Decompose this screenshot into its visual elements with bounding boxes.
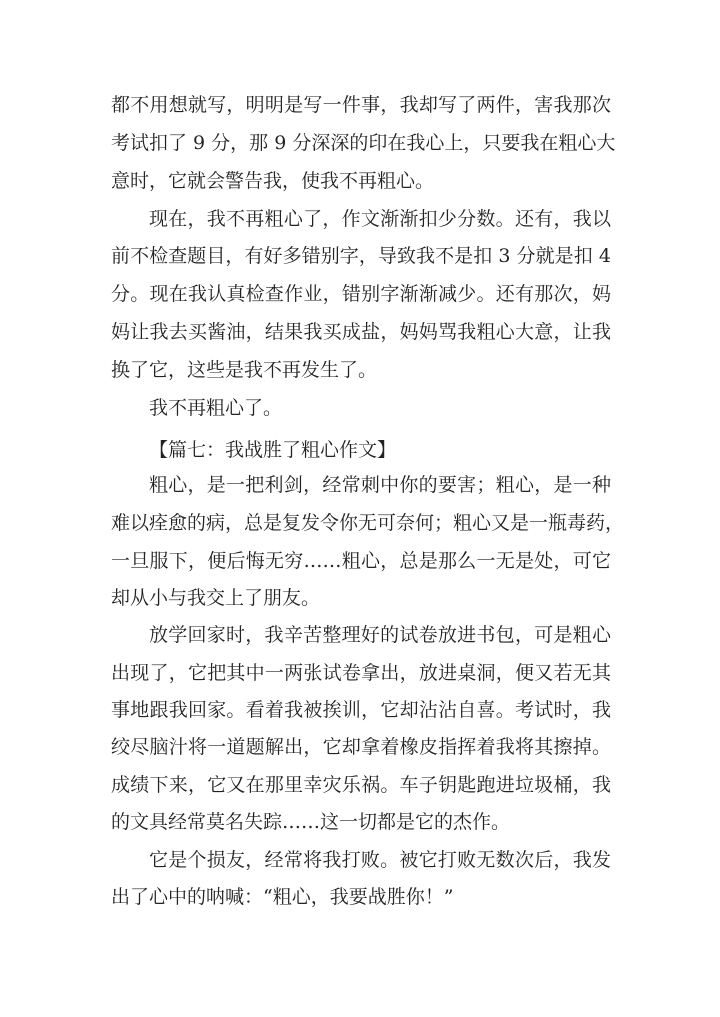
- text-line: 的文具经常莫名失踪……这一切都是它的杰作。: [111, 811, 511, 833]
- text-line: 绞尽脑汁将一道题解出，它却拿着橡皮指挥着我将其擦掉。: [111, 736, 611, 758]
- text-line: 妈让我去买酱油，结果我买成盐，妈妈骂我粗心大意，让我: [111, 321, 611, 343]
- text-line: 意时，它就会警告我，使我不再粗心。: [111, 170, 435, 192]
- text-line: 它是个损友，经常将我打败。被它打败无数次后，我发: [149, 849, 611, 871]
- text-line: 现在，我不再粗心了，作文渐渐扣少分数。还有，我以: [149, 208, 611, 230]
- text-line: 换了它，这些是我不再发生了。: [111, 359, 378, 381]
- text-line: 出了心中的呐喊：“粗心，我要战胜你！”: [111, 886, 454, 908]
- text-line: 粗心，是一把利剑，经常刺中你的要害；粗心，是一种: [149, 474, 611, 496]
- text-line: 放学回家时，我辛苦整理好的试卷放进书包，可是粗心: [149, 624, 611, 646]
- text-line: 分。现在我认真检查作业，错别字渐渐减少。还有那次，妈: [111, 283, 611, 305]
- text-line: 一旦服下，便后悔无穷……粗心，总是那么一无是处，可它: [111, 550, 611, 572]
- text-line: 考试扣了 9 分，那 9 分深深的印在我心上，只要我在粗心大: [111, 132, 616, 154]
- text-line: 事地跟我回家。看着我被挨训，它却沾沾自喜。考试时，我: [111, 699, 611, 721]
- text-line: 出现了，它把其中一两张试卷拿出，放进桌洞，便又若无其: [111, 662, 611, 684]
- section-heading: 【篇七：我战胜了粗心作文】: [149, 439, 397, 461]
- text-line: 前不检查题目，有好多错别字，导致我不是扣 3 分就是扣 4: [111, 245, 611, 267]
- text-line: 成绩下来，它又在那里幸灾乐祸。车子钥匙跑进垃圾桶，我: [111, 774, 611, 796]
- text-line: 我不再粗心了。: [149, 397, 283, 419]
- text-line: 难以痊愈的病，总是复发令你无可奈何；粗心又是一瓶毒药，: [111, 512, 625, 534]
- text-line: 却从小与我交上了朋友。: [111, 587, 321, 609]
- text-line: 都不用想就写，明明是写一件事，我却写了两件，害我那次: [111, 94, 611, 116]
